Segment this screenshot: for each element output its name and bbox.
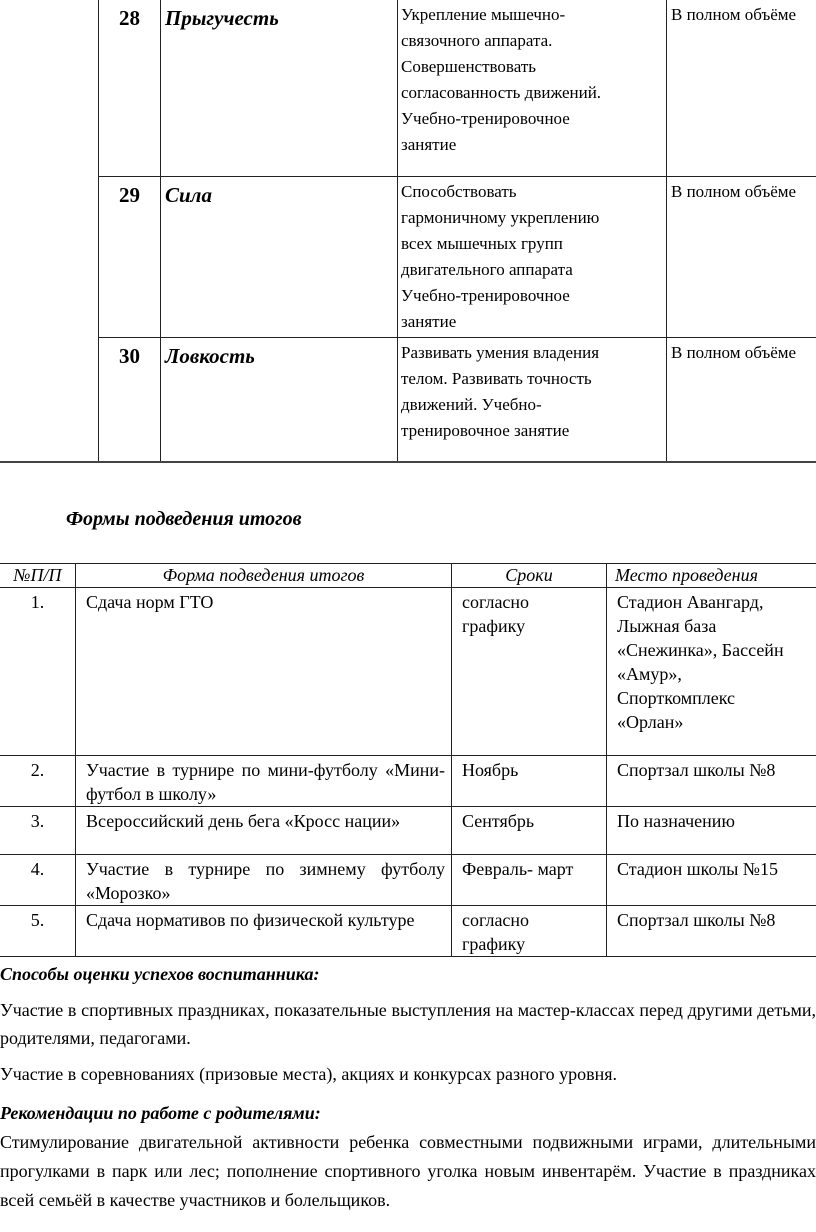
place-cell: Спортзал школы №8 <box>607 756 816 807</box>
desc-line: Учебно-тренировочное <box>401 286 570 305</box>
form-cell: Всероссийский день бега «Кросс нации» <box>76 807 452 855</box>
term-cell: согласно графику <box>452 588 607 756</box>
desc-line: занятие <box>401 312 457 331</box>
row-number: 1. <box>0 588 76 756</box>
row-number: 5. <box>0 906 76 957</box>
row-number: 28 <box>99 0 161 177</box>
desc-line: телом. Развивать точность <box>401 369 592 388</box>
term-cell: согласно графику <box>452 906 607 957</box>
desc-line: связочного аппарата. <box>401 31 553 50</box>
desc-line: всех мышечных групп <box>401 234 563 253</box>
term-cell: Сентябрь <box>452 807 607 855</box>
topic-name: Ловкость <box>161 338 398 463</box>
topic-description <box>398 177 667 338</box>
topic-description <box>398 338 667 463</box>
row-number: 2. <box>0 756 76 807</box>
desc-line: гармоничному укреплению <box>401 208 600 227</box>
table-row <box>0 855 816 906</box>
form-cell: Сдача нормативов по физической культуре <box>76 906 452 957</box>
topic-name: Прыгучесть <box>161 0 398 177</box>
header-row <box>0 564 816 588</box>
table-row <box>0 756 816 807</box>
desc-line: Развивать умения владения <box>401 343 600 362</box>
volume: В полном объёме <box>667 0 816 177</box>
form-cell: Сдача норм ГТО <box>76 588 452 756</box>
header-num: №П/П <box>0 564 76 588</box>
divider <box>0 461 816 463</box>
header-place: Место проведения <box>607 564 816 588</box>
place-cell: Спортзал школы №8 <box>607 906 816 957</box>
table-row <box>99 177 816 338</box>
table-row <box>99 338 816 463</box>
topic-name: Сила <box>161 177 398 338</box>
row-number: 29 <box>99 177 161 338</box>
place-cell: Стадион школы №15 <box>607 855 816 906</box>
row-number: 4. <box>0 855 76 906</box>
table-row <box>0 588 816 756</box>
place-cell: По назначению <box>607 807 816 855</box>
row-number: 30 <box>99 338 161 463</box>
desc-line: Способствовать <box>401 182 517 201</box>
parents-section <box>0 1099 816 1215</box>
desc-line: тренировочное занятие <box>401 421 570 440</box>
results-table <box>0 563 816 957</box>
assessment-section <box>0 960 816 1088</box>
table-row <box>0 807 816 855</box>
desc-line: занятие <box>401 135 457 154</box>
desc-line: согласованность движений. <box>401 83 602 102</box>
table-row <box>0 906 816 957</box>
desc-line: движений. Учебно- <box>401 395 542 414</box>
form-cell: Участие в турнире по зимнему футболу «Морозко» <box>76 855 452 906</box>
table-row <box>99 0 816 177</box>
desc-line: Совершенствовать <box>401 57 537 76</box>
header-term: Сроки <box>452 564 607 588</box>
parents-paragraph: Стимулирование двигательной активности ребенка совместными подвижными играми, длительными прогулками в парк или лес; пополнение спортивного уголка новым инвентарём. Участие в праздниках всей семьёй в качестве участников и болельщиков. <box>0 1132 816 1210</box>
term-cell: Февраль- март <box>452 855 607 906</box>
section-heading: Формы подведения итогов <box>66 508 302 530</box>
desc-line: Укрепление мышечно- <box>401 5 566 24</box>
row-number: 3. <box>0 807 76 855</box>
volume: В полном объёме <box>667 338 816 463</box>
topic-description <box>398 0 667 177</box>
assessment-paragraph: Участие в соревнованиях (призовые места), акциях и конкурсах разного уровня. <box>0 1064 618 1084</box>
assessment-heading: Способы оценки успехов воспитанника: <box>0 964 320 984</box>
place-cell: Стадион Авангард, Лыжная база «Снежинка», Бассейн «Амур», Спорткомплекс «Орлан» <box>607 588 816 756</box>
desc-line: двигательного аппарата <box>401 260 573 279</box>
form-cell: Участие в турнире по мини-футболу «Мини-футбол в школу» <box>76 756 452 807</box>
plan-table <box>98 0 816 463</box>
parents-heading: Рекомендации по работе с родителями: <box>0 1103 321 1123</box>
desc-line: Учебно-тренировочное <box>401 109 570 128</box>
term-cell: Ноябрь <box>452 756 607 807</box>
header-form: Форма подведения итогов <box>76 564 452 588</box>
volume: В полном объёме <box>667 177 816 338</box>
assessment-paragraph: Участие в спортивных праздниках, показательные выступления на мастер-классах перед другими детьми, родителями, педагогами. <box>0 1000 816 1048</box>
